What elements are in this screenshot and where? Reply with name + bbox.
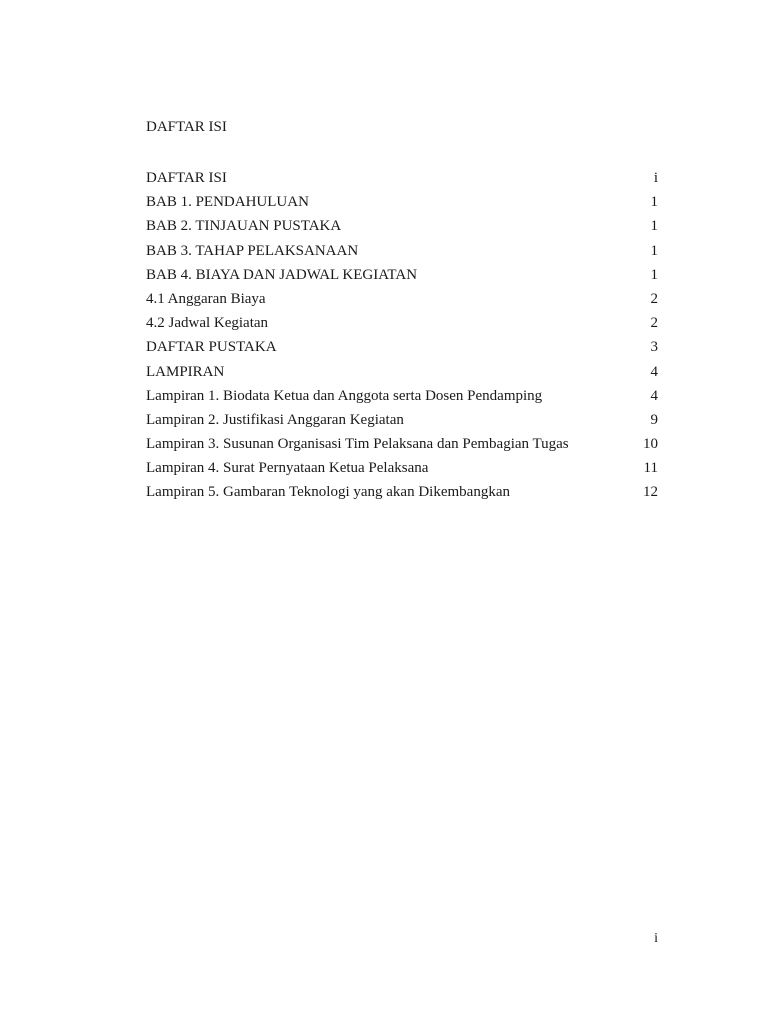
toc-entry — [146, 239, 658, 263]
toc-entry — [146, 384, 658, 408]
toc-entry — [146, 190, 658, 214]
toc-entry-page: 10 — [643, 436, 658, 453]
page-number: i — [654, 931, 658, 946]
toc-entry-page: i — [653, 170, 658, 186]
toc-entry-title: Lampiran 4. Surat Pernyataan Ketua Pelaksana — [146, 460, 429, 477]
toc-entry — [146, 166, 658, 190]
toc-entry — [146, 335, 658, 359]
toc-entry-title: 4.2 Jadwal Kegiatan — [146, 315, 269, 332]
page-title: DAFTAR ISI — [146, 119, 227, 135]
toc-entry — [146, 214, 658, 238]
toc-entry — [146, 408, 658, 432]
toc-entry-page: 1 — [650, 242, 658, 259]
toc-entry — [146, 432, 658, 456]
toc-entry-title: Lampiran 3. Susunan Organisasi Tim Pelaksana dan Pembagian Tugas — [146, 436, 569, 453]
toc-entry-page: 2 — [650, 315, 658, 332]
toc-entry-title: Lampiran 5. Gambaran Teknologi yang akan Dikembangkan — [146, 484, 510, 501]
toc-entry-title: BAB 3. TAHAP PELAKSANAAN — [146, 242, 359, 259]
toc-entry — [146, 311, 658, 335]
toc-entry-title: Lampiran 1. Biodata Ketua dan Anggota serta Dosen Pendamping — [146, 387, 543, 404]
toc-entry-title: DAFTAR PUSTAKA — [146, 339, 277, 356]
toc-entry-page: 4 — [650, 363, 658, 380]
toc-entry — [146, 480, 658, 504]
toc-entry-page: 12 — [643, 484, 658, 501]
toc-entry-title: 4.1 Anggaran Biaya — [146, 290, 266, 307]
toc-entry-page: 11 — [643, 460, 658, 477]
toc-entry-page: 1 — [650, 218, 658, 235]
toc-entry — [146, 456, 658, 480]
toc-entry-title: Lampiran 2. Justifikasi Anggaran Kegiatan — [146, 411, 404, 428]
toc-entry-title: LAMPIRAN — [146, 363, 225, 380]
toc-entry-page: 3 — [650, 339, 658, 356]
toc-entry — [146, 263, 658, 287]
toc-entry-page: 4 — [650, 387, 658, 404]
toc-entry-page: 2 — [650, 290, 658, 307]
toc-entry-title: BAB 2. TINJAUAN PUSTAKA — [146, 218, 342, 235]
toc-entry-page: 1 — [650, 194, 658, 211]
toc-entry-page: 9 — [650, 411, 658, 428]
toc-entry-title: BAB 1. PENDAHULUAN — [146, 194, 309, 211]
table-of-contents — [146, 166, 658, 505]
toc-entry-page: 1 — [650, 266, 658, 283]
toc-entry — [146, 360, 658, 384]
toc-entry-title: DAFTAR ISI — [146, 170, 227, 186]
toc-entry-title: BAB 4. BIAYA DAN JADWAL KEGIATAN — [146, 266, 418, 283]
toc-entry — [146, 287, 658, 311]
